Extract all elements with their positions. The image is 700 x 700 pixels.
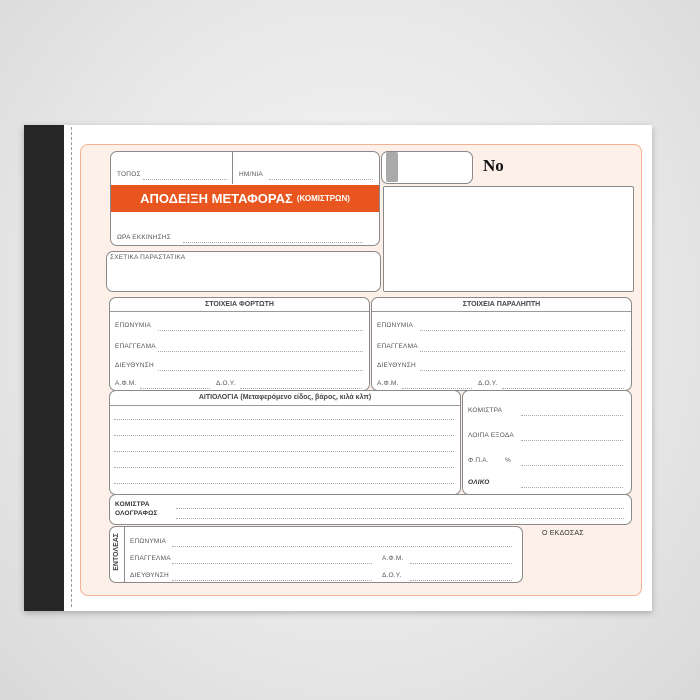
place-field[interactable] — [143, 179, 227, 180]
recipient-doy-field[interactable] — [502, 388, 624, 389]
other-expenses-field[interactable] — [521, 440, 623, 441]
principal-address-label: ΔΙΕΥΘΥΝΣΗ — [130, 572, 169, 579]
fare-label: ΚΟΜΙΣΤΡΑ — [468, 407, 503, 414]
shipper-header-rule — [110, 311, 369, 312]
principal-profession-label: ΕΠΑΓΓΕΛΜΑ — [130, 555, 171, 562]
date-label: ΗΜ/ΝΙΑ — [239, 171, 263, 178]
recipient-address-field[interactable] — [420, 370, 625, 371]
title-sub: (ΚΟΜΙΣΤΡΩΝ) — [296, 194, 350, 203]
fare-field[interactable] — [521, 415, 623, 416]
document-title — [110, 185, 380, 212]
series-stamp — [386, 152, 398, 182]
recipient-profession-field[interactable] — [420, 351, 625, 352]
shipper-box — [109, 297, 370, 391]
recipient-header-rule — [372, 311, 631, 312]
shipper-profession-label: ΕΠΑΓΓΕΛΜΑ — [115, 343, 156, 350]
recipient-box — [371, 297, 632, 391]
recipient-afm-label: Α.Φ.Μ. — [377, 380, 399, 387]
shipper-address-label: ΔΙΕΥΘΥΝΣΗ — [115, 362, 154, 369]
principal-side-label: ΕΝΤΟΛΕΑΣ — [113, 533, 120, 571]
departure-field[interactable] — [183, 242, 363, 243]
shipper-doy-label: Δ.Ο.Υ. — [216, 380, 236, 387]
vat-percent-sign: % — [505, 457, 511, 464]
description-line-2[interactable] — [114, 435, 454, 436]
book-spine — [24, 125, 64, 611]
issuer-signature-area[interactable] — [526, 540, 630, 582]
date-field[interactable] — [269, 179, 373, 180]
perforation-line — [71, 127, 72, 607]
vat-label: Φ.Π.Α. — [468, 457, 489, 464]
shipper-doy-field[interactable] — [240, 388, 362, 389]
shipper-address-field[interactable] — [158, 370, 363, 371]
principal-name-label: ΕΠΩΝΥΜΙΑ — [130, 538, 167, 545]
fare-words-field-1[interactable] — [176, 508, 624, 509]
shipper-header: ΣΤΟΙΧΕΙΑ ΦΟΡΤΩΤΗ — [205, 301, 274, 308]
description-header: ΑΙΤΙΟΛΟΓΙΑ (Μεταφερόμενο είδος, βάρος, κιλά κλπ) — [198, 394, 372, 401]
principal-side-divider — [124, 527, 125, 582]
recipient-header: ΣΤΟΙΧΕΙΑ ΠΑΡΑΛΗΠΤΗ — [462, 301, 541, 308]
principal-doy-field[interactable] — [410, 580, 512, 581]
shipper-name-label: ΕΠΩΝΥΜΙΑ — [115, 322, 152, 329]
place-date-divider — [232, 152, 233, 184]
total-field[interactable] — [521, 487, 623, 488]
description-line-1[interactable] — [114, 419, 454, 420]
shipper-profession-field[interactable] — [158, 351, 363, 352]
shipper-afm-field[interactable] — [140, 388, 210, 389]
fare-words-label-2: ΟΛΟΓΡΑΦΩΣ — [115, 510, 158, 517]
principal-doy-label: Δ.Ο.Υ. — [382, 572, 402, 579]
fare-in-words-box — [109, 494, 632, 525]
principal-box — [109, 526, 523, 583]
title-main: ΑΠΟΔΕΙΞΗ ΜΕΤΑΦΟΡΑΣ — [140, 191, 293, 206]
issuer-label: Ο ΕΚΔΟΣΑΣ — [542, 530, 584, 537]
description-line-5[interactable] — [114, 483, 454, 484]
related-documents-label: ΣΧΕΤΙΚΑ ΠΑΡΑΣΤΑΤΙΚΑ — [110, 254, 186, 261]
vat-field[interactable] — [521, 465, 623, 466]
departure-label: ΩΡΑ ΕΚΚΙΝΗΣΗΣ — [117, 234, 172, 241]
shipper-name-field[interactable] — [158, 330, 363, 331]
place-label: ΤΟΠΟΣ — [117, 171, 141, 178]
description-header-rule — [110, 405, 460, 406]
header-box — [110, 151, 380, 246]
recipient-afm-field[interactable] — [402, 388, 472, 389]
principal-profession-field[interactable] — [172, 563, 372, 564]
principal-name-field[interactable] — [172, 546, 512, 547]
recipient-name-label: ΕΠΩΝΥΜΙΑ — [377, 322, 414, 329]
principal-afm-field[interactable] — [410, 563, 512, 564]
principal-afm-label: Α.Φ.Μ. — [382, 555, 404, 562]
number-label: No — [483, 156, 504, 175]
total-label: ΟΛΙΚΟ — [468, 479, 490, 486]
fare-words-field-2[interactable] — [176, 518, 624, 519]
totals-box — [462, 390, 632, 495]
stamp-area[interactable] — [383, 186, 634, 292]
other-expenses-label: ΛΟΙΠΑ ΕΞΟΔΑ — [468, 432, 514, 439]
principal-address-field[interactable] — [172, 580, 372, 581]
number-box — [381, 151, 473, 184]
recipient-doy-label: Δ.Ο.Υ. — [478, 380, 498, 387]
recipient-address-label: ΔΙΕΥΘΥΝΣΗ — [377, 362, 416, 369]
related-documents-box[interactable] — [106, 251, 381, 292]
recipient-profession-label: ΕΠΑΓΓΕΛΜΑ — [377, 343, 418, 350]
fare-words-label-1: ΚΟΜΙΣΤΡΑ — [115, 501, 150, 508]
description-line-4[interactable] — [114, 467, 454, 468]
description-line-3[interactable] — [114, 451, 454, 452]
recipient-name-field[interactable] — [420, 330, 625, 331]
shipper-afm-label: Α.Φ.Μ. — [115, 380, 137, 387]
description-box — [109, 390, 461, 495]
